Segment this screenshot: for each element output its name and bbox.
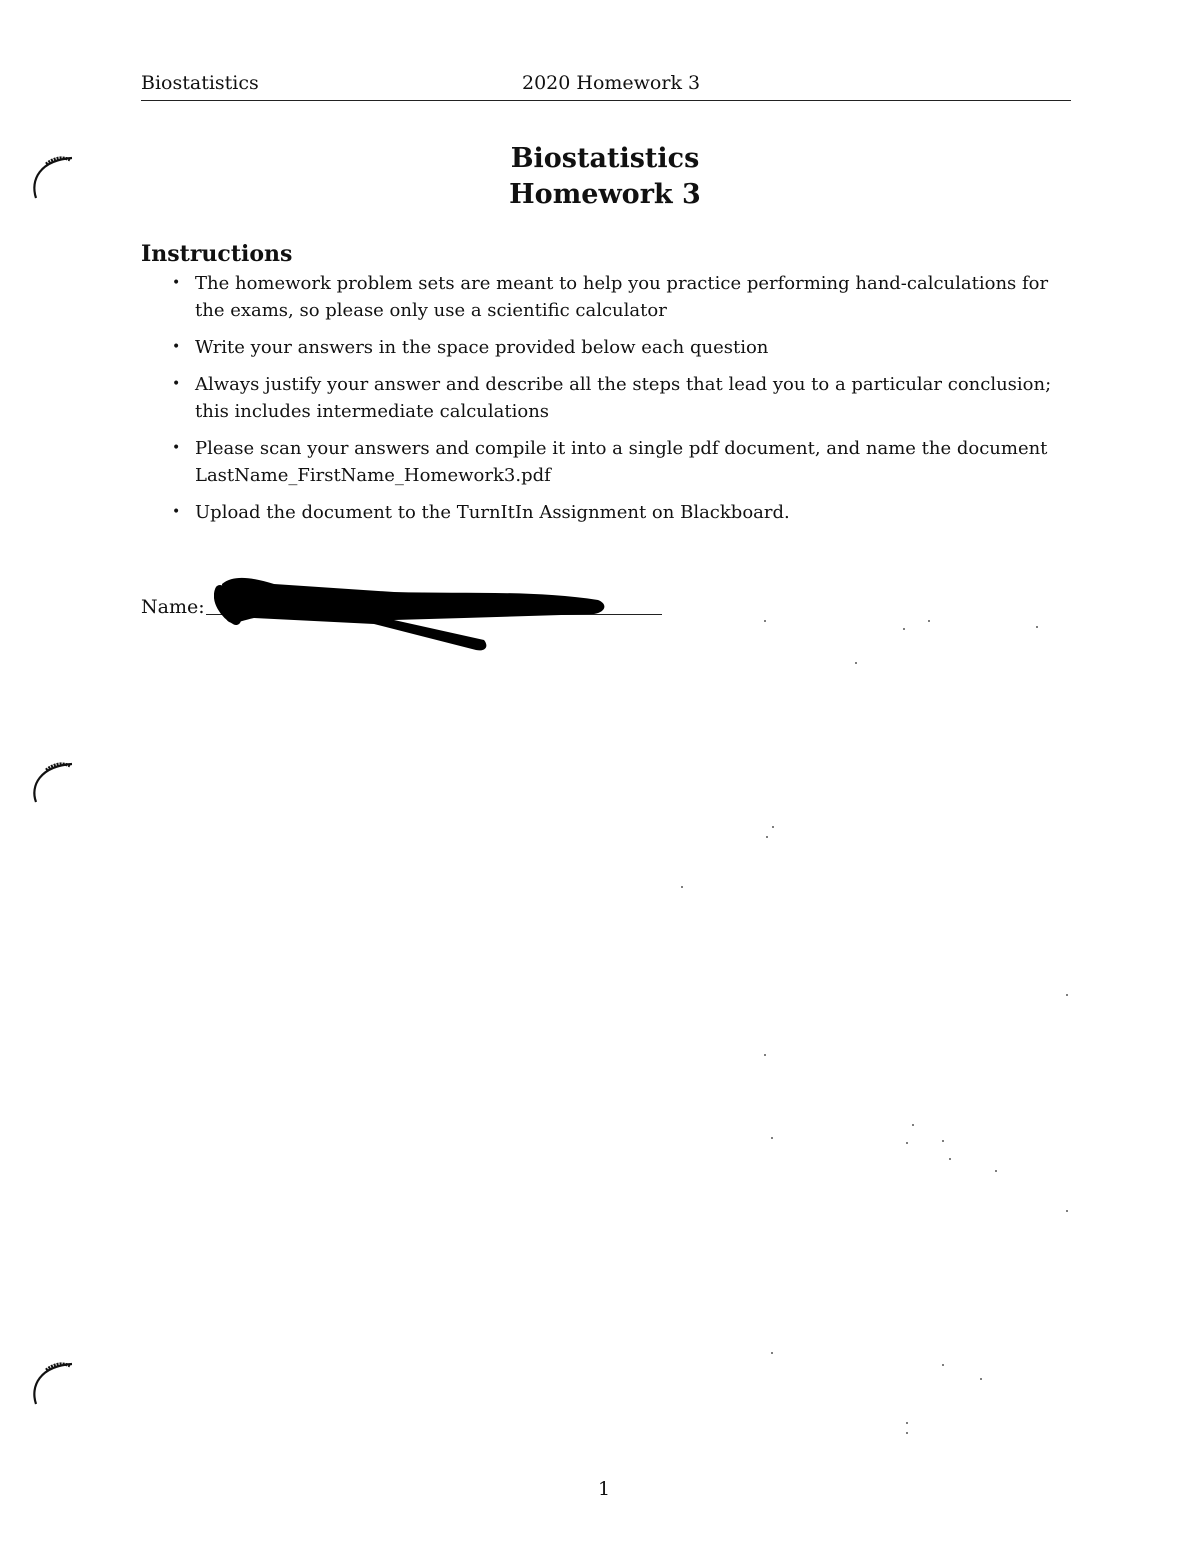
scan-speck	[906, 1142, 908, 1144]
bullet-icon: •	[172, 376, 181, 392]
scan-speck	[928, 620, 930, 622]
list-item	[172, 371, 1072, 425]
scan-speck	[764, 1054, 766, 1056]
scan-speck	[1066, 1210, 1068, 1212]
scan-speck	[906, 1432, 908, 1434]
bullet-icon: •	[172, 339, 181, 355]
instruction-text: The homework problem sets are meant to help you practice performing hand-calculations for	[195, 273, 1049, 294]
scan-speck	[1066, 994, 1068, 996]
scan-speck	[980, 1378, 982, 1380]
header-assignment: 2020 Homework 3	[522, 72, 701, 94]
scan-speck	[903, 628, 905, 630]
list-item	[172, 334, 1072, 361]
instruction-text-continued: LastName_FirstName_Homework3.pdf	[195, 465, 551, 486]
instruction-text-continued: the exams, so please only use a scientific calculator	[195, 300, 667, 321]
title-line-2: Homework 3	[509, 179, 701, 210]
instruction-text-continued: this includes intermediate calculations	[195, 401, 550, 422]
list-item	[172, 499, 1072, 526]
instruction-text: Write your answers in the space provided below each question	[195, 337, 769, 358]
document-title	[0, 141, 1200, 213]
scan-speck	[949, 1158, 951, 1160]
scan-speck	[772, 826, 774, 828]
scan-speck	[942, 1364, 944, 1366]
list-item	[172, 270, 1072, 324]
header-course: Biostatistics	[141, 72, 259, 94]
instruction-text: Upload the document to the TurnItIn Assignment on Blackboard.	[195, 502, 790, 523]
instruction-text: Always justify your answer and describe all the steps that lead you to a particular conclusion;	[195, 374, 1052, 395]
bullet-icon: •	[172, 504, 181, 520]
name-label: Name:	[141, 596, 205, 618]
scan-speck	[764, 620, 766, 622]
scan-speck	[912, 1124, 914, 1126]
instruction-text: Please scan your answers and compile it into a single pdf document, and name the document	[195, 438, 1048, 459]
redaction-scribble	[214, 570, 614, 660]
scan-speck	[771, 1137, 773, 1139]
scan-speck	[855, 662, 857, 664]
bullet-icon: •	[172, 275, 181, 291]
running-header	[141, 72, 1071, 101]
scan-speck	[942, 1140, 944, 1142]
page-number: 1	[598, 1478, 611, 1500]
hole-punch-mark-middle	[28, 756, 78, 806]
instructions-heading: Instructions	[141, 241, 293, 267]
list-item	[172, 435, 1072, 489]
scan-speck	[995, 1170, 997, 1172]
scan-speck	[681, 886, 683, 888]
scan-speck	[1036, 626, 1038, 628]
bullet-icon: •	[172, 440, 181, 456]
hole-punch-mark-bottom	[28, 1356, 78, 1406]
title-line-1: Biostatistics	[510, 143, 700, 174]
scan-speck	[906, 1422, 908, 1424]
instructions-list	[172, 270, 1072, 536]
scan-speck	[771, 1352, 773, 1354]
scan-speck	[766, 836, 768, 838]
